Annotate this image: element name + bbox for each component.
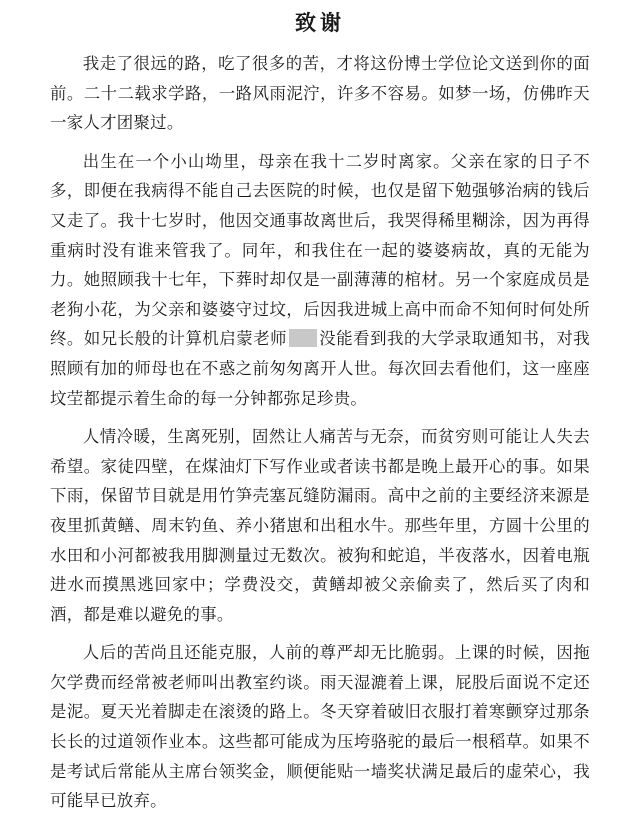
redaction-block: [289, 329, 317, 347]
page-title: 致谢: [295, 11, 345, 35]
paragraph-1: 我走了很远的路，吃了很多的苦，才将这份博士学位论文送到你的面前。二十二载求学路，一路风雨泥泞，许多不容易。如梦一场，仿佛昨天一家人才团聚过。: [50, 54, 590, 133]
paragraph-2-text-a: 出生在一个小山坳里，母亲在我十二岁时离家。父亲在家的日子不多，即便在我病得不能自己去医院的时候，也仅是留下勉强够治病的钱后又走了。我十七岁时，他因交通事故离世后，我哭得稀里糊涂，因为再得重病时没有谁来管我了。同年，和我住在一起的婆婆病故，真的无能为力。她照顾我十七年，下葬时却仅是一副薄薄的棺材。另一个家庭成员是老狗小花，为父亲和婆婆守过坟，后因我进城上高中而命不知何时何处所终。如兄长般的计算机启蒙老师: [50, 151, 590, 349]
paragraph-3: 人情冷暖，生离死别，固然让人痛苦与无奈，而贫穷则可能让人失去希望。家徒四壁，在煤油灯下写作业或者读书都是晚上最开心的事。如果下雨，保留节目就是用竹笋壳塞瓦缝防漏雨。高中之前的主要经济来源是夜里抓黄鳝、周末钓鱼、养小猪崽和出租水牛。那些年里，方圆十公里的水田和小河都被我用脚测量过无数次。被狗和蛇追，半夜落水，因着电瓶进水而摸黑逃回家中；学费没交，黄鳝却被父亲偷卖了，然后买了肉和酒，都是难以避免的事。: [50, 427, 590, 624]
paragraph-4: 人后的苦尚且还能克服，人前的尊严却无比脆弱。上课的时候，因拖欠学费而经常被老师叫出教室约谈。雨天湿漉着上课，屁股后面说不定还是泥。夏天光着脚走在滚烫的路上。冬天穿着破旧衣服打着寒颤穿过那条长长的过道领作业本。这些都可能成为压垮骆驼的最后一根稻草。如果不是考试后常能从主席台领奖金，顺便能贴一墙奖状满足最后的虚荣心，我可能早已放弃。: [50, 643, 590, 811]
paragraph-2-text-b: 没能看到我的大学录取通知书，对我照顾有加的师母也在不惑之前匆匆离开人世。每次回去看他们，这一座座坟茔都提示着生命的每一分钟都弥足珍贵。: [50, 329, 590, 408]
paragraph-2: [50, 147, 590, 413]
